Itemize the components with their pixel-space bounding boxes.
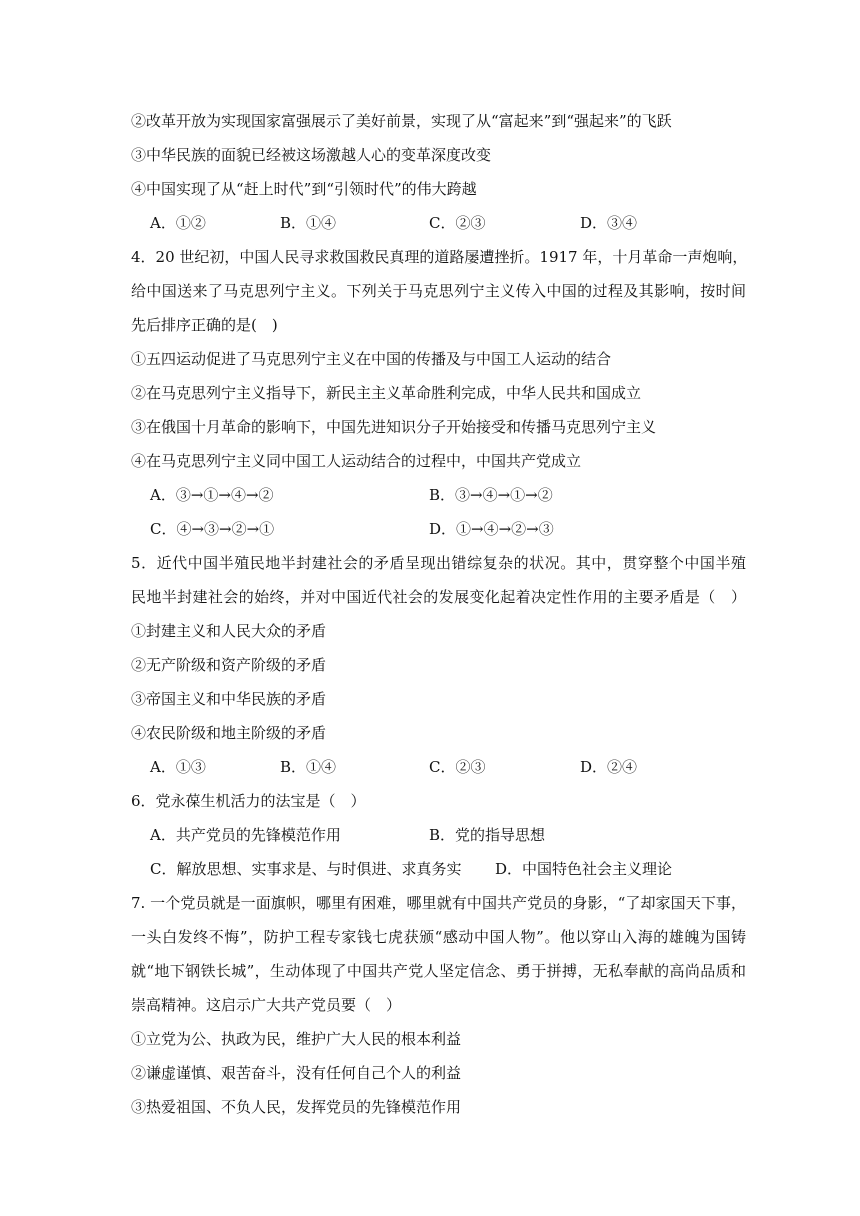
q6-option-c: C．解放思想、实事求是、与时俱进、求真务实: [150, 860, 462, 878]
q4-option-a: A．③→①→④→②: [150, 486, 274, 504]
q7-item-1: ①立党为公、执政为民，维护广大人民的根本利益: [131, 1030, 462, 1048]
q3-option-d: D．③④: [580, 214, 638, 232]
q7-stem-line-3: 就“地下钢铁长城”，生动体现了中国共产党人坚定信念、勇于拼搏，无私奉献的高尚品质和: [131, 962, 746, 980]
q7-stem-line-2: 一头白发终不悔”，防护工程专家钱七虎获颁“感动中国人物”。他以穿山入海的雄魄为国铸: [131, 928, 746, 946]
q6-option-b: B．党的指导思想: [429, 826, 546, 844]
q4-option-c: C．④→③→②→①: [150, 520, 275, 538]
q3-item-2: ②改革开放为实现国家富强展示了美好前景，实现了从“富起来”到“强起来”的飞跃: [131, 112, 672, 130]
q3-option-c: C．②③: [429, 214, 486, 232]
q5-option-a: A．①③: [150, 758, 206, 776]
q4-item-4: ④在马克思列宁主义同中国工人运动结合的过程中，中国共产党成立: [131, 452, 582, 470]
q7-stem-line-4: 崇高精神。这启示广大共产党员要（ ）: [131, 996, 402, 1014]
q4-option-d: D．①→④→②→③: [429, 520, 554, 538]
q5-option-d: D．②④: [580, 758, 638, 776]
q5-item-1: ①封建主义和人民大众的矛盾: [131, 622, 327, 640]
q4-item-3: ③在俄国十月革命的影响下，中国先进知识分子开始接受和传播马克思列宁主义: [131, 418, 657, 436]
q4-stem-line-1: 4．20 世纪初，中国人民寻求救国救民真理的道路屡遭挫折。1917 年，十月革命一声炮响，: [131, 248, 748, 266]
q4-item-1: ①五四运动促进了马克思列宁主义在中国的传播及与中国工人运动的结合: [131, 350, 612, 368]
q5-stem-line-2: 民地半封建社会的始终，并对中国近代社会的发展变化起着决定性作用的主要矛盾是（ ）: [131, 588, 746, 606]
q6-stem: 6．党永葆生机活力的法宝是（ ）: [131, 792, 366, 810]
q5-item-2: ②无产阶级和资产阶级的矛盾: [131, 656, 327, 674]
q5-stem-line-1: 5．近代中国半殖民地半封建社会的矛盾呈现出错综复杂的状况。其中，贯穿整个中国半殖: [131, 554, 746, 572]
q6-option-a: A．共产党员的先锋模范作用: [150, 826, 341, 844]
q4-stem-line-3: 先后排序正确的是( ): [131, 316, 278, 334]
q4-stem-line-2: 给中国送来了马克思列宁主义。下列关于马克思列宁主义传入中国的过程及其影响，按时间: [131, 282, 746, 300]
q3-item-4: ④中国实现了从“赶上时代”到“引领时代”的伟大跨越: [131, 180, 477, 198]
q5-item-4: ④农民阶级和地主阶级的矛盾: [131, 724, 327, 742]
q3-option-a: A．①②: [150, 214, 206, 232]
q4-option-b: B．③→④→①→②: [429, 486, 553, 504]
q7-stem-line-1: 7. 一个党员就是一面旗帜，哪里有困难，哪里就有中国共产党员的身影，“了却家国天下事，: [131, 894, 746, 912]
q5-option-c: C．②③: [429, 758, 486, 776]
q5-option-b: B．①④: [280, 758, 337, 776]
q3-item-3: ③中华民族的面貌已经被这场激越人心的变革深度改变: [131, 146, 492, 164]
q3-option-b: B．①④: [280, 214, 337, 232]
q4-item-2: ②在马克思列宁主义指导下，新民主主义革命胜利完成，中华人民共和国成立: [131, 384, 642, 402]
q5-item-3: ③帝国主义和中华民族的矛盾: [131, 690, 327, 708]
q6-option-d: D．中国特色社会主义理论: [495, 860, 673, 878]
q7-item-3: ③热爱祖国、不负人民，发挥党员的先锋模范作用: [131, 1098, 462, 1116]
q7-item-2: ②谦虚谨慎、艰苦奋斗，没有任何自己个人的利益: [131, 1064, 462, 1082]
